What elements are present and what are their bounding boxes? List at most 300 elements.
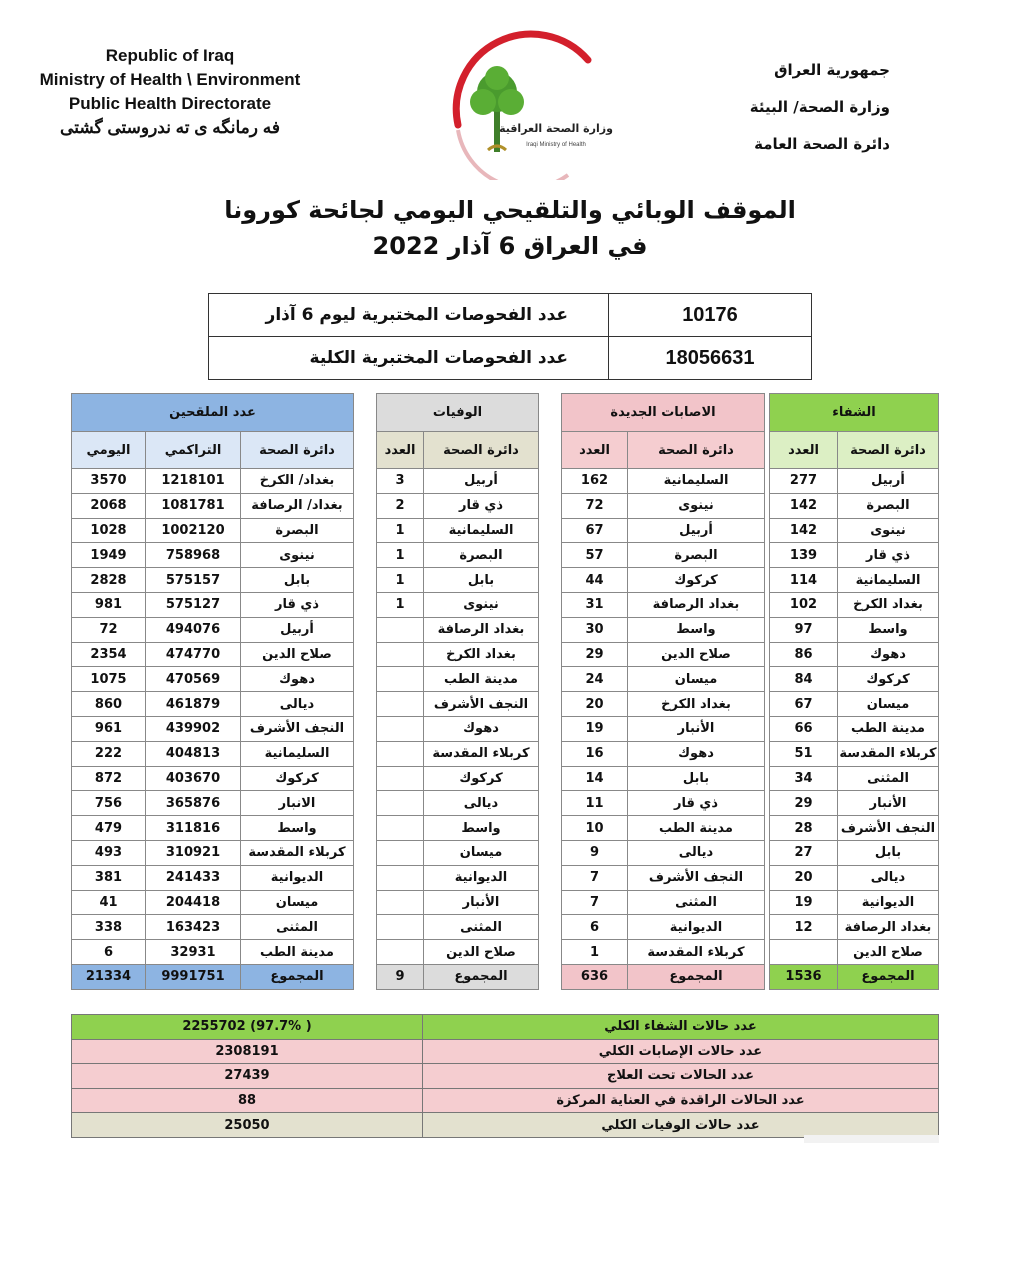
deaths-count: [377, 741, 424, 766]
deaths-directorate: ذي قار: [424, 493, 539, 518]
vaccinated-row: [72, 816, 354, 841]
recovery-count: 97: [770, 617, 838, 642]
country-name-ar: جمهورية العراق: [774, 61, 890, 79]
vaccinated-daily: 222: [72, 741, 146, 766]
country-name-en: Republic of Iraq: [105, 46, 235, 65]
deaths-directorate: صلاح الدين: [424, 940, 539, 965]
vaccinated-cumulative: 575157: [146, 568, 241, 593]
recovery-directorate: البصرة: [838, 493, 939, 518]
cases-total-label: المجموع: [628, 964, 765, 989]
english-header: [20, 44, 320, 140]
vaccinated-cumulative: 241433: [146, 865, 241, 890]
deaths-total-value: 9: [377, 964, 424, 989]
summary-row: [72, 1039, 939, 1064]
recovery-row: [770, 940, 939, 965]
total-tests-value: 18056631: [609, 337, 812, 380]
cases-directorate: النجف الأشرف: [628, 865, 765, 890]
daily-tests-row: [209, 294, 812, 337]
deaths-directorate: المثنى: [424, 915, 539, 940]
deaths-directorate: ديالى: [424, 791, 539, 816]
cases-row: [562, 692, 765, 717]
recovery-directorate: دهوك: [838, 642, 939, 667]
cases-directorate: ذي قار: [628, 791, 765, 816]
recovery-row: [770, 915, 939, 940]
cases-row: [562, 493, 765, 518]
deaths-row: [377, 816, 539, 841]
cases-count: 19: [562, 716, 628, 741]
recovery-row: [770, 617, 939, 642]
deaths-directorate: بغداد الرصافة: [424, 617, 539, 642]
vaccinated-cumulative: 575127: [146, 592, 241, 617]
vaccinated-cumulative: 32931: [146, 940, 241, 965]
deaths-count: [377, 865, 424, 890]
deaths-row: [377, 840, 539, 865]
new-cases-table: [561, 393, 765, 990]
directorate-name-ku: فه رمانگه ی ته ندروستی گشتی: [60, 118, 280, 137]
vaccinated-row: [72, 865, 354, 890]
vaccinated-row: [72, 692, 354, 717]
cases-count: 10: [562, 816, 628, 841]
vaccinated-daily: 3570: [72, 469, 146, 494]
vaccinated-cumulative: 403670: [146, 766, 241, 791]
cases-title: الاصابات الجديدة: [562, 394, 765, 432]
recovery-count: 139: [770, 543, 838, 568]
summary-label: عدد الحالات الراقدة في العناية المركزة: [423, 1088, 939, 1113]
cases-count: 162: [562, 469, 628, 494]
deaths-row: [377, 940, 539, 965]
deaths-count: 1: [377, 592, 424, 617]
cases-row: [562, 543, 765, 568]
daily-tests-label: عدد الفحوصات المختبرية ليوم 6 آذار: [209, 294, 609, 337]
recovery-count: 27: [770, 840, 838, 865]
recovery-row: [770, 469, 939, 494]
recovery-count: [770, 940, 838, 965]
deaths-count: [377, 890, 424, 915]
vaccinated-total-cumulative: 9991751: [146, 964, 241, 989]
vaccinated-daily: 860: [72, 692, 146, 717]
cases-count: 67: [562, 518, 628, 543]
recovery-directorate: واسط: [838, 617, 939, 642]
vaccinated-row: [72, 840, 354, 865]
summary-row: [72, 1064, 939, 1089]
summary-row: [72, 1015, 939, 1040]
report-title: [150, 192, 870, 264]
deaths-directorate: بغداد الكرخ: [424, 642, 539, 667]
vaccinated-row: [72, 791, 354, 816]
vaccinated-daily: 1075: [72, 667, 146, 692]
recovery-directorate: بغداد الكرخ: [838, 592, 939, 617]
cases-row: [562, 865, 765, 890]
deaths-directorate: البصرة: [424, 543, 539, 568]
deaths-count: [377, 692, 424, 717]
cases-count: 11: [562, 791, 628, 816]
cases-count: 1: [562, 940, 628, 965]
cases-count: 16: [562, 741, 628, 766]
cases-directorate: السليمانية: [628, 469, 765, 494]
cases-col-directorate: دائرة الصحة: [628, 432, 765, 469]
recovery-count: 84: [770, 667, 838, 692]
daily-tests-value: 10176: [609, 294, 812, 337]
recovery-row: [770, 816, 939, 841]
recovery-directorate: المثنى: [838, 766, 939, 791]
deaths-count: 1: [377, 568, 424, 593]
deaths-count: 3: [377, 469, 424, 494]
vaccinated-col-cumulative: التراكمي: [146, 432, 241, 469]
cases-directorate: دهوك: [628, 741, 765, 766]
cases-row: [562, 840, 765, 865]
recovery-row: [770, 791, 939, 816]
deaths-directorate: كركوك: [424, 766, 539, 791]
cases-count: 6: [562, 915, 628, 940]
deaths-directorate: الأنبار: [424, 890, 539, 915]
recovery-count: 20: [770, 865, 838, 890]
logo-text-ar: وزارة الصحة العراقية: [499, 122, 613, 135]
vaccinated-cumulative: 494076: [146, 617, 241, 642]
vaccinated-daily: 756: [72, 791, 146, 816]
cases-col-count: العدد: [562, 432, 628, 469]
ministry-logo: [428, 30, 618, 180]
deaths-count: [377, 840, 424, 865]
recovery-directorate: السليمانية: [838, 568, 939, 593]
cases-directorate: بابل: [628, 766, 765, 791]
deaths-row: [377, 716, 539, 741]
deaths-count: [377, 915, 424, 940]
cases-directorate: واسط: [628, 617, 765, 642]
recovery-directorate: بغداد الرصافة: [838, 915, 939, 940]
vaccinated-table: [71, 393, 354, 990]
vaccinated-cumulative: 474770: [146, 642, 241, 667]
cases-row: [562, 518, 765, 543]
deaths-row: [377, 741, 539, 766]
vaccinated-directorate: السليمانية: [241, 741, 354, 766]
summary-label: عدد حالات الإصابات الكلي: [423, 1039, 939, 1064]
vaccinated-daily: 72: [72, 617, 146, 642]
recovery-directorate: ديالى: [838, 865, 939, 890]
deaths-directorate: واسط: [424, 816, 539, 841]
recovery-row: [770, 493, 939, 518]
vaccinated-directorate: ذي قار: [241, 592, 354, 617]
vaccinated-cumulative: 310921: [146, 840, 241, 865]
vaccinated-row: [72, 915, 354, 940]
ministry-name-en: Ministry of Health \ Environment: [39, 70, 301, 89]
deaths-row: [377, 791, 539, 816]
deaths-row: [377, 692, 539, 717]
recovery-count: 28: [770, 816, 838, 841]
summary-table: [71, 1014, 939, 1138]
cases-directorate: المثنى: [628, 890, 765, 915]
deaths-count: [377, 617, 424, 642]
deaths-directorate: نينوى: [424, 592, 539, 617]
cases-directorate: ميسان: [628, 667, 765, 692]
recovery-count: 142: [770, 493, 838, 518]
deaths-table: [376, 393, 539, 990]
vaccinated-cumulative: 439902: [146, 716, 241, 741]
cases-directorate: مدينة الطب: [628, 816, 765, 841]
vaccinated-directorate: مدينة الطب: [241, 940, 354, 965]
title-line-1: الموقف الوبائي والتلقيحي اليومي لجائحة كورونا: [224, 196, 796, 224]
palm-tree-icon: [470, 66, 524, 152]
cases-row: [562, 816, 765, 841]
vaccinated-daily: 41: [72, 890, 146, 915]
recovery-directorate: النجف الأشرف: [838, 816, 939, 841]
directorate-name-ar: دائرة الصحة العامة: [754, 135, 890, 153]
cases-directorate: بغداد الرصافة: [628, 592, 765, 617]
deaths-directorate: كربلاء المقدسة: [424, 741, 539, 766]
vaccinated-directorate: كربلاء المقدسة: [241, 840, 354, 865]
vaccinated-directorate: واسط: [241, 816, 354, 841]
deaths-row: [377, 915, 539, 940]
deaths-row: [377, 568, 539, 593]
cases-count: 14: [562, 766, 628, 791]
total-tests-row: [209, 337, 812, 380]
recovery-total-label: المجموع: [838, 964, 939, 989]
vaccinated-daily: 493: [72, 840, 146, 865]
summary-label: عدد حالات الشفاء الكلي: [423, 1015, 939, 1040]
arabic-header: [690, 52, 890, 163]
cases-row: [562, 592, 765, 617]
deaths-row: [377, 766, 539, 791]
vaccinated-row: [72, 543, 354, 568]
vaccinated-directorate: بابل: [241, 568, 354, 593]
recovery-directorate: ذي قار: [838, 543, 939, 568]
vaccinated-directorate: المثنى: [241, 915, 354, 940]
recovery-row: [770, 865, 939, 890]
cases-directorate: بغداد الكرخ: [628, 692, 765, 717]
vaccinated-daily: 2068: [72, 493, 146, 518]
recovery-row: [770, 667, 939, 692]
deaths-row: [377, 543, 539, 568]
deaths-directorate: الديوانية: [424, 865, 539, 890]
deaths-row: [377, 667, 539, 692]
vaccinated-directorate: ميسان: [241, 890, 354, 915]
recovery-count: 51: [770, 741, 838, 766]
vaccinated-cumulative: 470569: [146, 667, 241, 692]
vaccinated-cumulative: 1218101: [146, 469, 241, 494]
vaccinated-daily: 381: [72, 865, 146, 890]
cases-row: [562, 940, 765, 965]
summary-value: 27439: [72, 1064, 423, 1089]
total-tests-label: عدد الفحوصات المختبرية الكلية: [209, 337, 609, 380]
vaccinated-row: [72, 716, 354, 741]
vaccinated-directorate: أربيل: [241, 617, 354, 642]
vaccinated-row: [72, 592, 354, 617]
vaccinated-cumulative: 1002120: [146, 518, 241, 543]
cases-row: [562, 741, 765, 766]
cases-directorate: الديوانية: [628, 915, 765, 940]
deaths-directorate: مدينة الطب: [424, 667, 539, 692]
vaccinated-row: [72, 518, 354, 543]
vaccinated-directorate: الانبار: [241, 791, 354, 816]
vaccinated-row: [72, 890, 354, 915]
vaccinated-cumulative: 365876: [146, 791, 241, 816]
deaths-count: [377, 791, 424, 816]
vaccinated-row: [72, 741, 354, 766]
deaths-row: [377, 469, 539, 494]
cases-count: 30: [562, 617, 628, 642]
recovery-col-directorate: دائرة الصحة: [838, 432, 939, 469]
vaccinated-col-daily: اليومي: [72, 432, 146, 469]
cases-directorate: كربلاء المقدسة: [628, 940, 765, 965]
vaccinated-daily: 6: [72, 940, 146, 965]
recovery-col-count: العدد: [770, 432, 838, 469]
deaths-title: الوفيات: [377, 394, 539, 432]
cases-row: [562, 791, 765, 816]
recovery-directorate: صلاح الدين: [838, 940, 939, 965]
recovery-row: [770, 716, 939, 741]
cases-count: 9: [562, 840, 628, 865]
recovery-count: 86: [770, 642, 838, 667]
vaccinated-directorate: الديوانية: [241, 865, 354, 890]
cases-count: 72: [562, 493, 628, 518]
vaccinated-row: [72, 568, 354, 593]
cases-row: [562, 617, 765, 642]
recovery-table: [769, 393, 939, 990]
vaccinated-directorate: كركوك: [241, 766, 354, 791]
recovery-count: 66: [770, 716, 838, 741]
deaths-row: [377, 642, 539, 667]
logo-text-en: Iraqi Ministry of Health: [526, 142, 586, 148]
vaccinated-directorate: صلاح الدين: [241, 642, 354, 667]
ministry-name-ar: وزارة الصحة/ البيئة: [749, 98, 890, 116]
recovery-directorate: مدينة الطب: [838, 716, 939, 741]
cases-row: [562, 716, 765, 741]
recovery-count: 67: [770, 692, 838, 717]
recovery-count: 277: [770, 469, 838, 494]
vaccinated-row: [72, 940, 354, 965]
vaccinated-col-directorate: دائرة الصحة: [241, 432, 354, 469]
recovery-count: 142: [770, 518, 838, 543]
vaccinated-directorate: دهوك: [241, 667, 354, 692]
vaccinated-daily: 1028: [72, 518, 146, 543]
vaccinated-directorate: ديالى: [241, 692, 354, 717]
recovery-row: [770, 518, 939, 543]
cases-count: 57: [562, 543, 628, 568]
recovery-row: [770, 543, 939, 568]
vaccinated-directorate: نينوى: [241, 543, 354, 568]
deaths-row: [377, 617, 539, 642]
vaccinated-directorate: بغداد/ الرصافة: [241, 493, 354, 518]
vaccinated-cumulative: 404813: [146, 741, 241, 766]
deaths-directorate: بابل: [424, 568, 539, 593]
vaccinated-total-daily: 21334: [72, 964, 146, 989]
recovery-count: 114: [770, 568, 838, 593]
recovery-directorate: الديوانية: [838, 890, 939, 915]
cases-count: 31: [562, 592, 628, 617]
recovery-row: [770, 568, 939, 593]
summary-value: 88: [72, 1088, 423, 1113]
vaccinated-daily: 872: [72, 766, 146, 791]
recovery-row: [770, 766, 939, 791]
recovery-total-value: 1536: [770, 964, 838, 989]
deaths-row: [377, 865, 539, 890]
vaccinated-row: [72, 493, 354, 518]
vaccinated-daily: 2354: [72, 642, 146, 667]
cases-directorate: أربيل: [628, 518, 765, 543]
recovery-directorate: أربيل: [838, 469, 939, 494]
deaths-row: [377, 890, 539, 915]
deaths-count: [377, 642, 424, 667]
vaccinated-cumulative: 311816: [146, 816, 241, 841]
recovery-count: 19: [770, 890, 838, 915]
recovery-directorate: كربلاء المقدسة: [838, 741, 939, 766]
title-line-2: في العراق 6 آذار 2022: [372, 232, 648, 260]
vaccinated-cumulative: 758968: [146, 543, 241, 568]
recovery-row: [770, 592, 939, 617]
deaths-count: [377, 940, 424, 965]
cases-directorate: صلاح الدين: [628, 642, 765, 667]
cases-count: 20: [562, 692, 628, 717]
cases-row: [562, 469, 765, 494]
vaccinated-cumulative: 1081781: [146, 493, 241, 518]
deaths-row: [377, 592, 539, 617]
recovery-row: [770, 890, 939, 915]
recovery-row: [770, 642, 939, 667]
vaccinated-row: [72, 469, 354, 494]
vaccinated-cumulative: 163423: [146, 915, 241, 940]
vaccinated-daily: 2828: [72, 568, 146, 593]
recovery-row: [770, 692, 939, 717]
vaccinated-directorate: البصرة: [241, 518, 354, 543]
recovery-directorate: كركوك: [838, 667, 939, 692]
vaccinated-row: [72, 766, 354, 791]
recovery-count: 12: [770, 915, 838, 940]
deaths-count: [377, 766, 424, 791]
recovery-row: [770, 840, 939, 865]
vaccinated-row: [72, 617, 354, 642]
vaccinated-daily: 338: [72, 915, 146, 940]
vaccinated-directorate: النجف الأشرف: [241, 716, 354, 741]
vaccinated-cumulative: 461879: [146, 692, 241, 717]
cases-directorate: نينوى: [628, 493, 765, 518]
summary-value: ( 97.7%) 2255702: [72, 1015, 423, 1040]
cases-row: [562, 568, 765, 593]
vaccinated-daily: 961: [72, 716, 146, 741]
recovery-title: الشفاء: [770, 394, 939, 432]
vaccinated-daily: 479: [72, 816, 146, 841]
vaccinated-row: [72, 642, 354, 667]
watermark: [804, 1130, 939, 1144]
vaccinated-title: عدد الملقحين: [72, 394, 354, 432]
deaths-count: 1: [377, 518, 424, 543]
directorate-name-en: Public Health Directorate: [68, 94, 272, 113]
deaths-count: [377, 716, 424, 741]
summary-value: 2308191: [72, 1039, 423, 1064]
cases-directorate: الأنبار: [628, 716, 765, 741]
deaths-count: 1: [377, 543, 424, 568]
cases-directorate: البصرة: [628, 543, 765, 568]
cases-row: [562, 642, 765, 667]
vaccinated-total-label: المجموع: [241, 964, 354, 989]
recovery-directorate: ميسان: [838, 692, 939, 717]
deaths-total-label: المجموع: [424, 964, 539, 989]
recovery-directorate: نينوى: [838, 518, 939, 543]
recovery-directorate: الأنبار: [838, 791, 939, 816]
deaths-count: [377, 816, 424, 841]
deaths-directorate: السليمانية: [424, 518, 539, 543]
deaths-col-directorate: دائرة الصحة: [424, 432, 539, 469]
recovery-count: 29: [770, 791, 838, 816]
cases-row: [562, 890, 765, 915]
cases-total-value: 636: [562, 964, 628, 989]
summary-label: عدد حالات الوفيات الكلي: [423, 1113, 939, 1138]
deaths-directorate: أربيل: [424, 469, 539, 494]
summary-row: [72, 1088, 939, 1113]
cases-row: [562, 915, 765, 940]
vaccinated-daily: 981: [72, 592, 146, 617]
lab-tests-table: [208, 293, 812, 380]
vaccinated-daily: 1949: [72, 543, 146, 568]
recovery-count: 102: [770, 592, 838, 617]
